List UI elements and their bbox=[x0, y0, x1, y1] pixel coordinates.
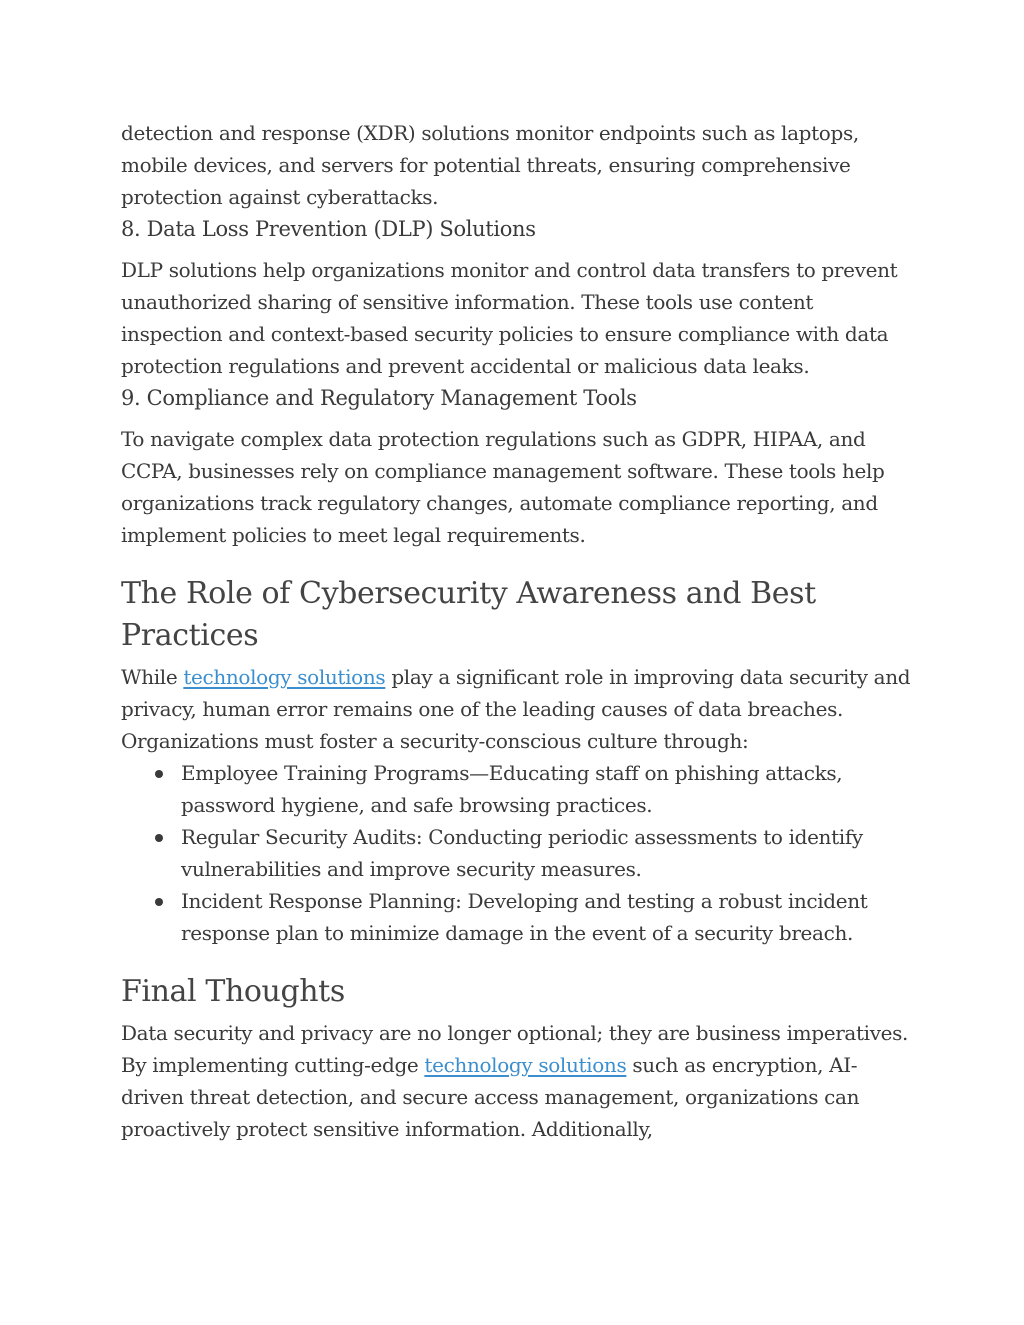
bullet-icon bbox=[155, 898, 163, 906]
awareness-paragraph bbox=[121, 661, 911, 757]
section-9-heading: 9. Compliance and Regulatory Management Tools bbox=[121, 386, 637, 410]
technology-solutions-link[interactable]: technology solutions bbox=[183, 665, 386, 689]
list-item bbox=[181, 821, 911, 885]
list-item-text: Regular Security Audits: Conducting periodic assessments to identify vulnerabilities and improve security measures. bbox=[181, 825, 863, 881]
awareness-text-before-link: While bbox=[121, 665, 184, 689]
list-item-text: Employee Training Programs—Educating staff on phishing attacks, password hygiene, and safe browsing practices. bbox=[181, 761, 843, 817]
bullet-icon bbox=[155, 834, 163, 842]
section-8-paragraph: DLP solutions help organizations monitor and control data transfers to prevent unauthorized sharing of sensitive information. These tools use content inspection and context-based security policies to ensure compliance with data protection regulations and prevent accidental or malicious data leaks. bbox=[121, 258, 898, 378]
final-text-before-link: Data security and privacy are no longer optional; they are business imperatives. By implementing cutting-edge bbox=[121, 1021, 909, 1077]
final-thoughts-paragraph bbox=[121, 1017, 911, 1145]
section-8-heading: 8. Data Loss Prevention (DLP) Solutions bbox=[121, 217, 536, 241]
final-text-after-link: such as encryption, AI-driven threat detection, and secure access management, organizations can proactively protect sensitive information. Additionally, bbox=[121, 1053, 860, 1141]
technology-solutions-link[interactable]: technology solutions bbox=[424, 1053, 627, 1077]
section-9-paragraph: To navigate complex data protection regulations such as GDPR, HIPAA, and CCPA, businesses rely on compliance management software. These tools help organizations track regulatory changes, automate compliance reporting, and implement policies to meet legal requirements. bbox=[121, 427, 885, 547]
list-item bbox=[181, 757, 911, 821]
list-item bbox=[181, 885, 911, 949]
intro-paragraph: detection and response (XDR) solutions monitor endpoints such as laptops, mobile devices, and servers for potential threats, ensuring comprehensive protection against cyberattacks. bbox=[121, 121, 859, 209]
final-thoughts-heading: Final Thoughts bbox=[121, 974, 345, 1009]
document-page bbox=[121, 117, 911, 1145]
list-item-text: Incident Response Planning: Developing and testing a robust incident response plan to minimize damage in the event of a security breach. bbox=[181, 889, 868, 945]
awareness-heading: The Role of Cybersecurity Awareness and Best Practices bbox=[121, 576, 816, 653]
bullet-icon bbox=[155, 770, 163, 778]
best-practices-list bbox=[121, 757, 911, 949]
awareness-text-after-link: play a significant role in improving data security and privacy, human error remains one of the leading causes of data breaches. Organizations must foster a security-conscious culture through: bbox=[121, 665, 911, 753]
